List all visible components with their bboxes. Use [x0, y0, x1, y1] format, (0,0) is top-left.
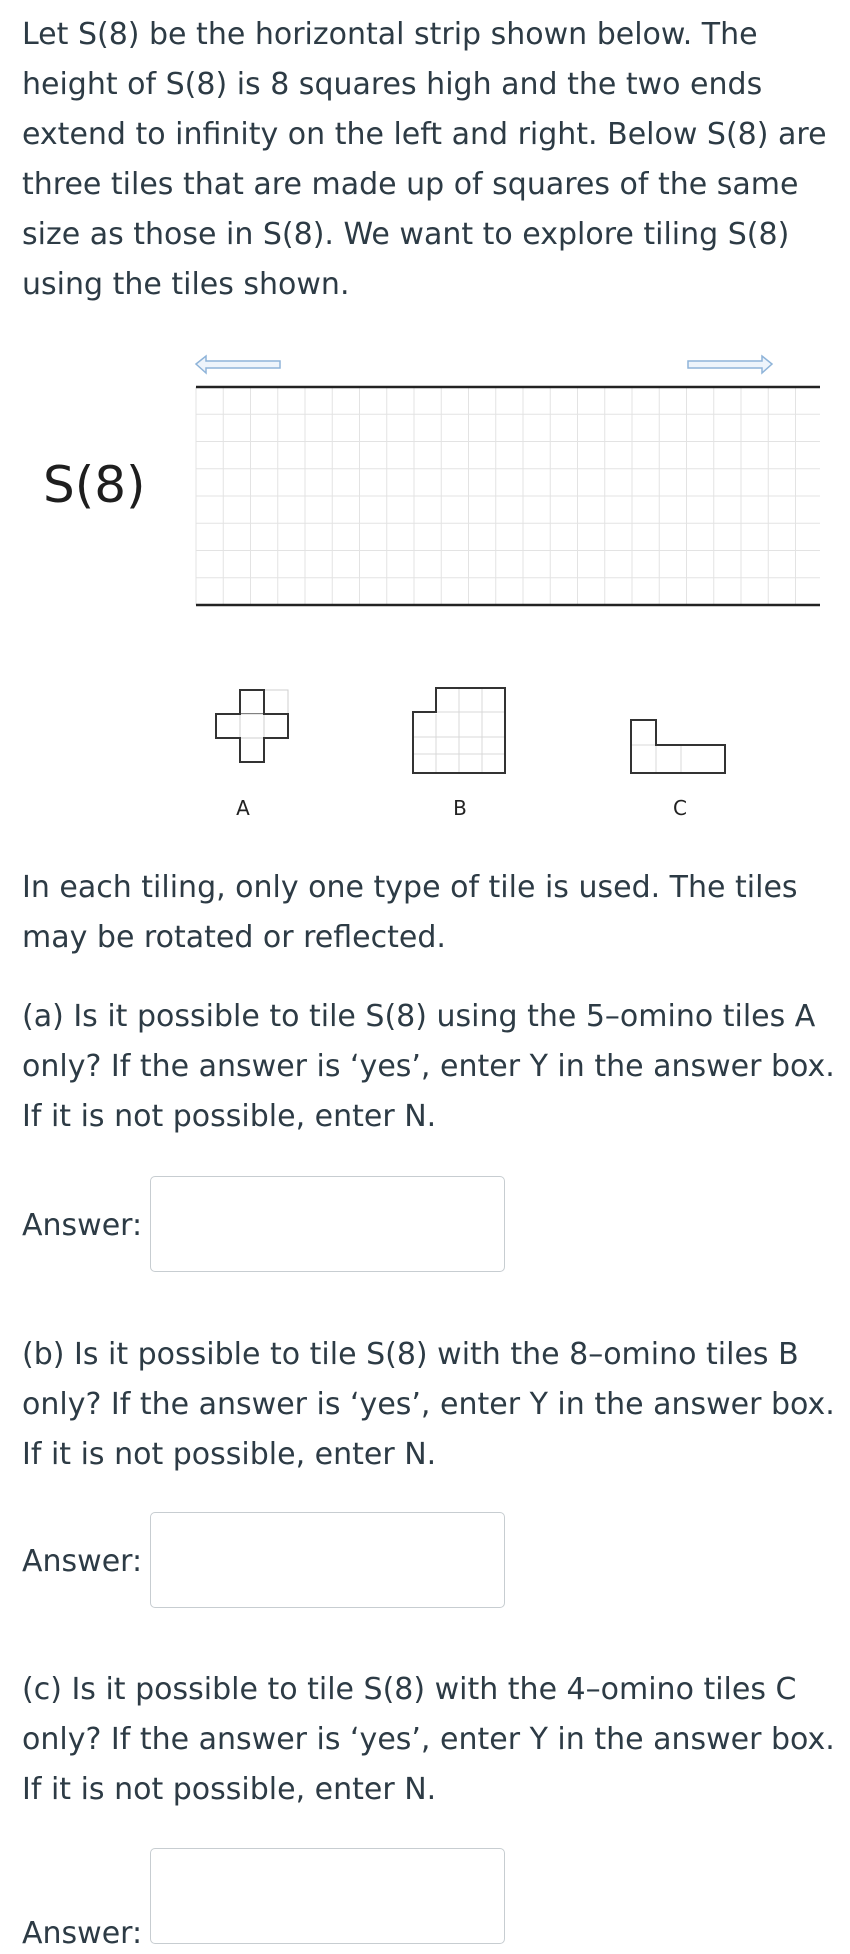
tile-a-shape: [216, 690, 288, 762]
tile-c-shape: [631, 720, 725, 773]
tile-a-label: A: [236, 796, 250, 820]
answer-a-row: [22, 1176, 822, 1276]
answer-a-label: Answer:: [22, 1208, 143, 1243]
tile-b-shape: [413, 688, 505, 773]
answer-c-label: Answer:: [22, 1916, 143, 1951]
strip-label: S(8): [43, 456, 146, 514]
answer-c-row: [22, 1848, 822, 1951]
question-a-text: (a) Is it possible to tile S(8) using the 5–omino tiles A only? If the answer is ‘yes’, enter Y in the answer box. If it is not possible, enter N.: [22, 999, 835, 1134]
tile-c-label: C: [673, 796, 687, 820]
answer-b-label: Answer:: [22, 1544, 143, 1579]
arrow-left-icon: [196, 356, 280, 373]
question-c-text: (c) Is it possible to tile S(8) with the 4–omino tiles C only? If the answer is ‘yes’, enter Y in the answer box. If it is not possible, enter N.: [22, 1672, 835, 1807]
answer-b-row: [22, 1512, 822, 1612]
question-b-text: (b) Is it possible to tile S(8) with the 8–omino tiles B only? If the answer is ‘yes’, enter Y in the answer box. If it is not possible, enter N.: [22, 1337, 835, 1472]
answer-b-input[interactable]: [150, 1512, 505, 1608]
arrow-right-icon: [688, 356, 772, 373]
tiling-figure: [0, 340, 850, 820]
strip-grid: [196, 387, 820, 605]
answer-c-input[interactable]: [150, 1848, 505, 1944]
answer-a-input[interactable]: [150, 1176, 505, 1272]
intro-paragraph: Let S(8) be the horizontal strip shown below. The height of S(8) is 8 squares high and the two ends extend to infinity on the left and right. Below S(8) are three tiles that are made up of squares of the same size as those in S(8). We want to explore tiling S(8) using the tiles shown.: [22, 17, 827, 302]
tile-b-label: B: [453, 796, 467, 820]
rules-paragraph: In each tiling, only one type of tile is used. The tiles may be rotated or reflected.: [22, 870, 798, 955]
